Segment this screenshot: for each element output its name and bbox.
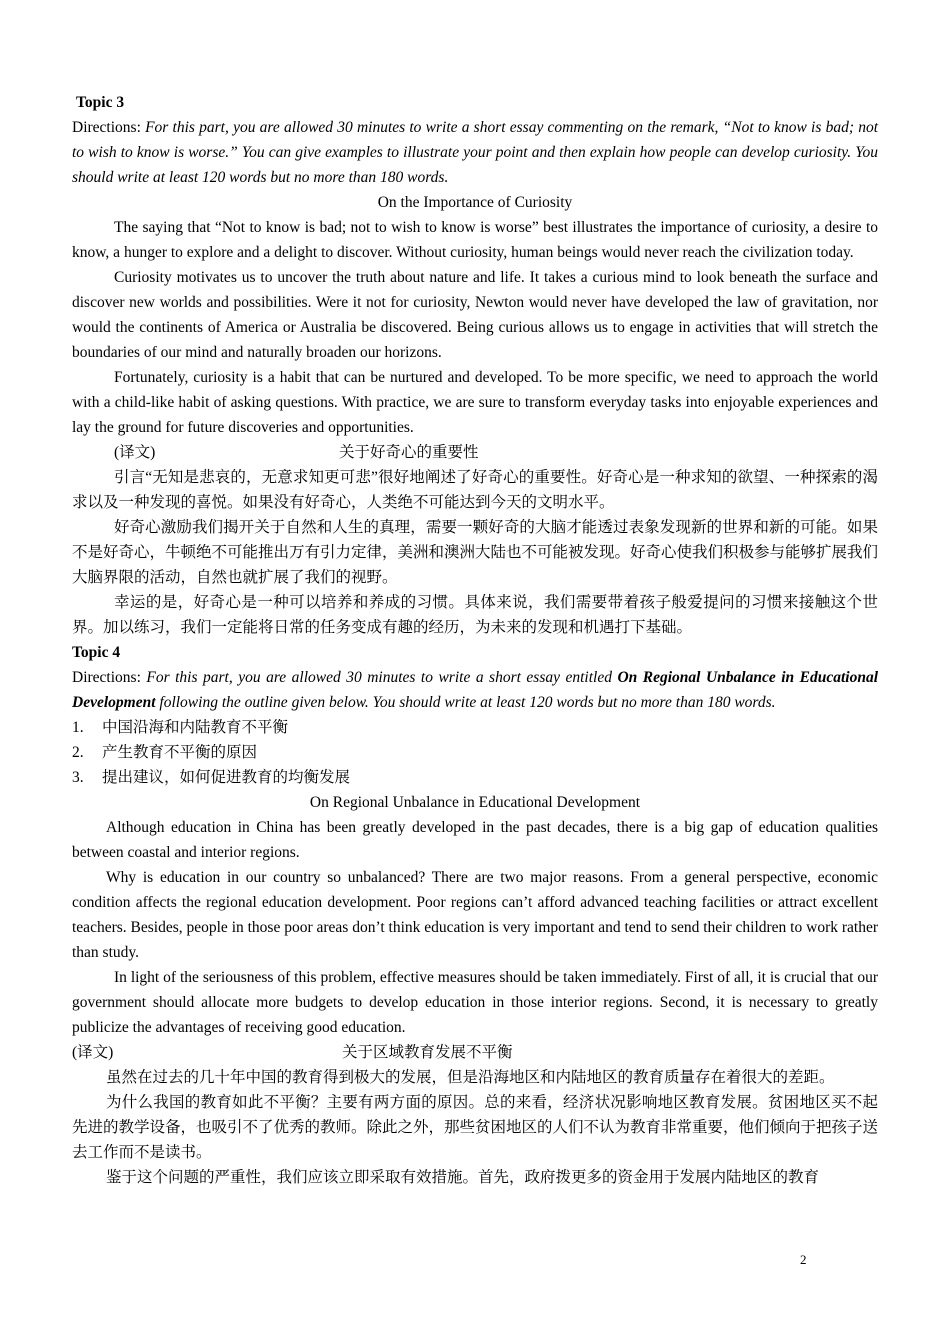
document-page bbox=[72, 90, 878, 1190]
directions-essay-title: On Regional Unbalance in Educational Development bbox=[72, 669, 878, 711]
directions-text-pre: For this part, you are allowed 30 minutes to write a short essay entitled bbox=[146, 669, 618, 686]
topic3-directions bbox=[72, 115, 878, 190]
topic4-paragraph-1: Although education in China has been greatly developed in the past decades, there is a big gap of education qualities between coastal and interior regions. bbox=[72, 819, 878, 861]
topic4-translation-paragraph-3: 鉴于这个问题的严重性，我们应该立即采取有效措施。首先，政府拨更多的资金用于发展内陆地区的教育 bbox=[106, 1169, 820, 1186]
topic3-translation-paragraph-1: 引言“无知是悲哀的，无意求知更可悲”很好地阐述了好奇心的重要性。好奇心是一种求知的欲望、一种探索的渴求以及一种发现的喜悦。如果没有好奇心，人类绝不可能达到今天的文明水平。 bbox=[72, 469, 878, 511]
topic3-heading: Topic 3 bbox=[76, 94, 125, 111]
directions-label: Directions: bbox=[72, 669, 147, 686]
directions-label: Directions: bbox=[72, 119, 146, 136]
topic4-translation-paragraph-1: 虽然在过去的几十年中国的教育得到极大的发展，但是沿海地区和内陆地区的教育质量存在着很大的差距。 bbox=[106, 1069, 835, 1086]
translation-title: 关于好奇心的重要性 bbox=[339, 444, 479, 461]
page-number: 2 bbox=[800, 1252, 807, 1267]
topic4-translation-paragraph-2: 为什么我国的教育如此不平衡？主要有两方面的原因。总的来看，经济状况影响地区教育发展。贫困地区买不起先进的教学设备，也吸引不了优秀的教师。除此之外，那些贫困地区的人们不认为教育非常重要，他们倾向于把孩子送去工作而不是读书。 bbox=[72, 1094, 879, 1161]
topic4-paragraph-3: In light of the seriousness of this problem, effective measures should be taken immediately. First of all, it is crucial that our government should allocate more budgets to develop education in those interior regions. Second, it is necessary to greatly publicize the advantages of receiving good education. bbox=[72, 969, 878, 1036]
directions-text: For this part, you are allowed 30 minutes to write a short essay commenting on the remark, “Not to know is bad; not to wish to know is worse.” You can give examples to illustrate your point and then explain how people can develop curiosity. You should write at least 120 words but no more than 180 words. bbox=[72, 119, 879, 186]
outline-text: 产生教育不平衡的原因 bbox=[102, 744, 258, 761]
topic4-heading: Topic 4 bbox=[72, 644, 121, 661]
topic4-paragraph-2: Why is education in our country so unbalanced? There are two major reasons. From a general perspective, economic condition affects the regional education development. Poor regions can’t afford advanced teaching facilities or attract excellent teachers. Besides, people in those poor areas don’t think education is very important and tend to send their children to work rather than study. bbox=[72, 869, 878, 961]
topic3-translation-header bbox=[72, 440, 878, 465]
translation-label: (译文) bbox=[72, 1044, 114, 1061]
topic4-essay-title: On Regional Unbalance in Educational Development bbox=[309, 794, 641, 811]
topic3-paragraph-3: Fortunately, curiosity is a habit that can be nurtured and developed. To be more specific, we need to approach the world with a child-like habit of asking questions. With practice, we are sure to transform everyday tasks into enjoyable experiences and lay the ground for future discoveries and opportunities. bbox=[72, 369, 878, 436]
topic3-paragraph-2: Curiosity motivates us to uncover the truth about nature and life. It takes a curious mind to look beneath the surface and discover new worlds and possibilities. Were it not for curiosity, Newton would never have developed the law of gravitation, nor would the continents of America or Australia be discovered. Being curious allows us to engage in activities that will stretch the boundaries of our mind and naturally broaden our horizons. bbox=[72, 269, 878, 361]
topic3-translation-paragraph-3: 幸运的是，好奇心是一种可以培养和养成的习惯。具体来说，我们需要带着孩子般爱提问的习惯来接触这个世界。加以练习，我们一定能将日常的任务变成有趣的经历，为未来的发现和机遇打下基础。 bbox=[72, 594, 878, 636]
topic4-translation-header bbox=[72, 1040, 878, 1065]
outline-text: 提出建议，如何促进教育的均衡发展 bbox=[102, 769, 351, 786]
outline-item-2 bbox=[72, 740, 878, 765]
outline-number: 2. bbox=[72, 744, 84, 761]
outline-number: 1. bbox=[72, 719, 84, 736]
directions-text-post: following the outline given below. You should write at least 120 words but no more than 180 words. bbox=[155, 694, 776, 711]
topic3-essay-title: On the Importance of Curiosity bbox=[377, 194, 573, 211]
translation-label: (译文) bbox=[114, 444, 156, 461]
topic3-paragraph-1: The saying that “Not to know is bad; not to wish to know is worse” best illustrates the importance of curiosity, a desire to know, a hunger to explore and a delight to discover. Without curiosity, human beings would never reach the civilization today. bbox=[72, 219, 878, 261]
outline-text: 中国沿海和内陆教育不平衡 bbox=[102, 719, 289, 736]
topic4-directions bbox=[72, 665, 878, 715]
outline-item-1 bbox=[72, 715, 878, 740]
outline-item-3 bbox=[72, 765, 878, 790]
topic3-translation-paragraph-2: 好奇心激励我们揭开关于自然和人生的真理，需要一颗好奇的大脑才能透过表象发现新的世界和新的可能。如果不是好奇心，牛顿绝不可能推出万有引力定律，美洲和澳洲大陆也不可能被发现。好奇心使我们积极参与能够扩展我们大脑界限的活动，自然也就扩展了我们的视野。 bbox=[72, 519, 879, 586]
translation-title: 关于区域教育发展不平衡 bbox=[342, 1044, 513, 1061]
outline-number: 3. bbox=[72, 769, 84, 786]
